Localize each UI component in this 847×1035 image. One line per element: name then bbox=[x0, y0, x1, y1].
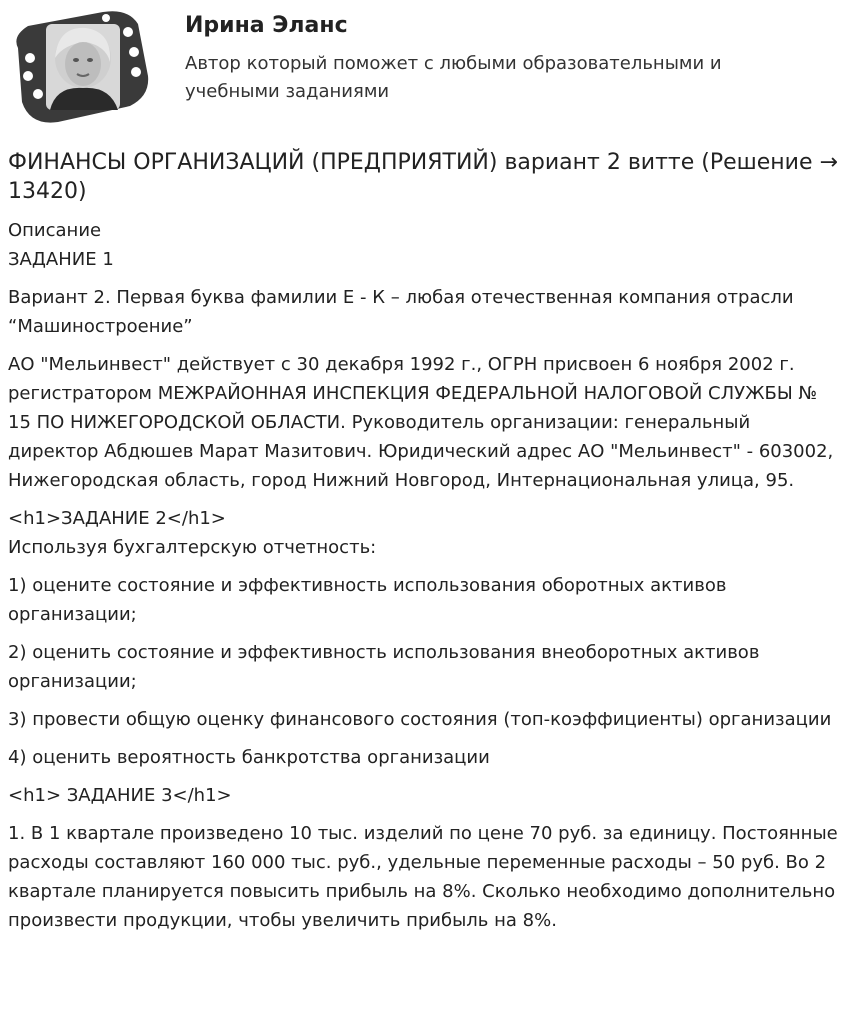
task2-item-4: 4) оценить вероятность банкротства организации bbox=[8, 747, 490, 768]
author-header bbox=[0, 0, 847, 135]
page-title: ФИНАНСЫ ОРГАНИЗАЦИЙ (ПРЕДПРИЯТИЙ) вариант 2 витте (Решение → 13420) bbox=[8, 150, 838, 204]
task1-heading: ЗАДАНИЕ 1 bbox=[8, 249, 114, 270]
author-name[interactable]: Ирина Эланс bbox=[185, 13, 348, 38]
avatar[interactable] bbox=[8, 6, 152, 126]
description-label: Описание bbox=[8, 220, 102, 241]
task2-item-1: 1) оцените состояние и эффективность использования оборотных активов организации; bbox=[8, 575, 727, 625]
task3-text: 1. В 1 квартале произведено 10 тыс. изделий по цене 70 руб. за единицу. Постоянные расходы составляют 160 000 тыс. руб., удельные переменные расходы – 50 руб. Во 2 квартале планируется повысить прибыль на 8%. Сколько необходимо дополнительно произвести продукции, чтобы увеличить прибыль на 8%. bbox=[8, 823, 838, 931]
task2-item-3: 3) провести общую оценку финансового состояния (топ-коэффициенты) организации bbox=[8, 709, 832, 730]
author-description: Автор который поможет с любыми образовательными и учебными заданиями bbox=[185, 53, 722, 102]
document-content bbox=[8, 148, 840, 944]
film-reel-portrait-icon bbox=[8, 6, 152, 126]
task1-company: АО "Мельинвест" действует с 30 декабря 1992 г., ОГРН присвоен 6 ноября 2002 г. регистратором МЕЖРАЙОННАЯ ИНСПЕКЦИЯ ФЕДЕРАЛЬНОЙ НАЛОГОВОЙ СЛУЖБЫ № 15 ПО НИЖЕГОРОДСКОЙ ОБЛАСТИ. Руководитель организации: генеральный директор Абдюшев Марат Мазитович. Юридический адрес АО "Мельинвест" - 603002, Нижегородская область, город Нижний Новгород, Интернациональная улица, 95. bbox=[8, 354, 834, 491]
task1-variant: Вариант 2. Первая буква фамилии Е - К – любая отечественная компания отрасли “Машиностроение” bbox=[8, 287, 794, 337]
task2-item-2: 2) оценить состояние и эффективность использования внеоборотных активов организации; bbox=[8, 642, 760, 692]
task3-heading: <h1> ЗАДАНИЕ 3</h1> bbox=[8, 785, 232, 806]
task2-intro: Используя бухгалтерскую отчетность: bbox=[8, 537, 377, 558]
task2-heading: <h1>ЗАДАНИЕ 2</h1> bbox=[8, 508, 226, 529]
